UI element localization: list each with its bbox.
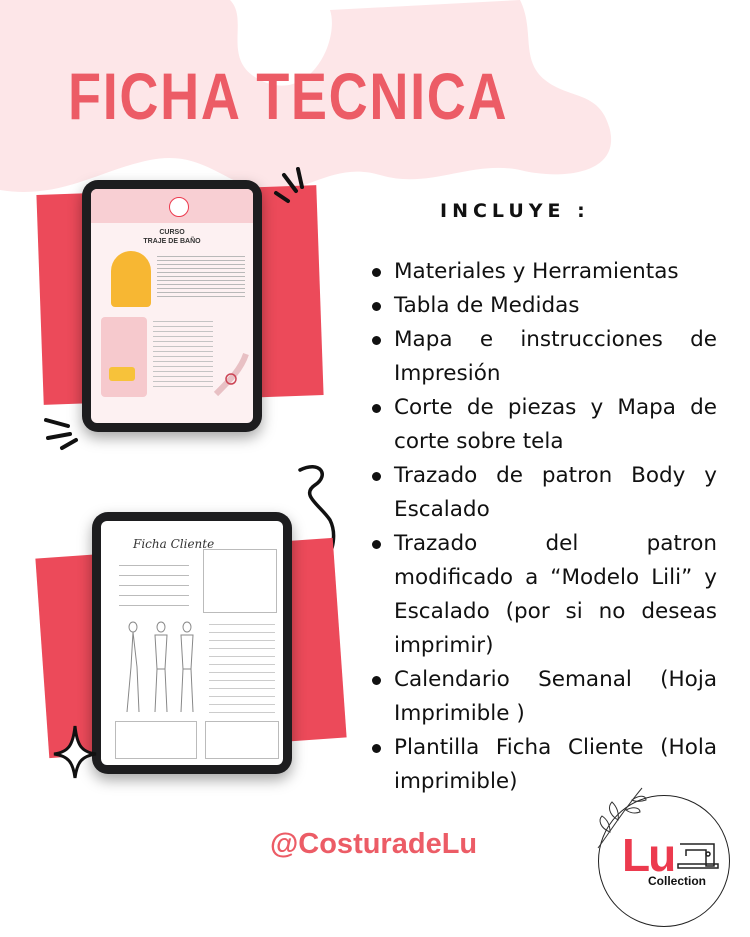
- tablet-course: [82, 180, 262, 432]
- list-item: Mapa e instrucciones de Impresión: [372, 323, 717, 391]
- list-item: Corte de piezas y Mapa de corte sobre tela: [372, 391, 717, 459]
- course-title: TRAJE DE BAÑO: [143, 238, 201, 245]
- mini-logo: [169, 197, 189, 217]
- spark-lines-icon: [272, 165, 312, 205]
- notes-box: [115, 721, 197, 759]
- sketch-box: [205, 721, 279, 759]
- includes-heading: INCLUYE :: [440, 200, 590, 222]
- measurements-table: [209, 617, 275, 717]
- logo-mark: Lu: [622, 829, 675, 881]
- tablet-course-screen: [91, 189, 253, 423]
- tablet-client-form-screen: [101, 521, 283, 765]
- social-handle: @CosturadeLu: [270, 828, 478, 860]
- form-fields: [119, 559, 189, 611]
- sewing-machine-icon: [676, 836, 720, 870]
- list-item: Calendario Semanal (Hoja Imprimible ): [372, 663, 717, 731]
- details-box: [203, 549, 277, 613]
- materials-panel: [101, 317, 147, 397]
- fabric-swatch: [109, 367, 135, 381]
- includes-list: [372, 255, 717, 799]
- list-item: Trazado del patron modificado a “Modelo Lili” y Escalado (por si no deseas imprimir): [372, 527, 717, 663]
- sparkle-star-icon: [50, 722, 100, 782]
- model-photo: [111, 251, 151, 307]
- scissors-illustration: [211, 349, 251, 399]
- intro-text-lines: [157, 253, 245, 297]
- list-item: Plantilla Ficha Cliente (Hola imprimible): [372, 731, 717, 799]
- tablet-client-form: [92, 512, 292, 774]
- form-title: Ficha Cliente: [133, 537, 215, 551]
- curly-line-icon: [290, 460, 350, 550]
- page-title: FICHA TECNICA: [68, 59, 509, 133]
- list-item: Tabla de Medidas: [372, 289, 717, 323]
- list-item: Trazado de patron Body y Escalado: [372, 459, 717, 527]
- course-label: CURSO: [159, 229, 185, 236]
- logo-subtitle: Collection: [648, 874, 707, 888]
- croquis-figures: [119, 617, 199, 717]
- list-item: Materiales y Herramientas: [372, 255, 717, 289]
- tools-list: [153, 317, 213, 387]
- spark-lines-left-icon: [40, 412, 90, 452]
